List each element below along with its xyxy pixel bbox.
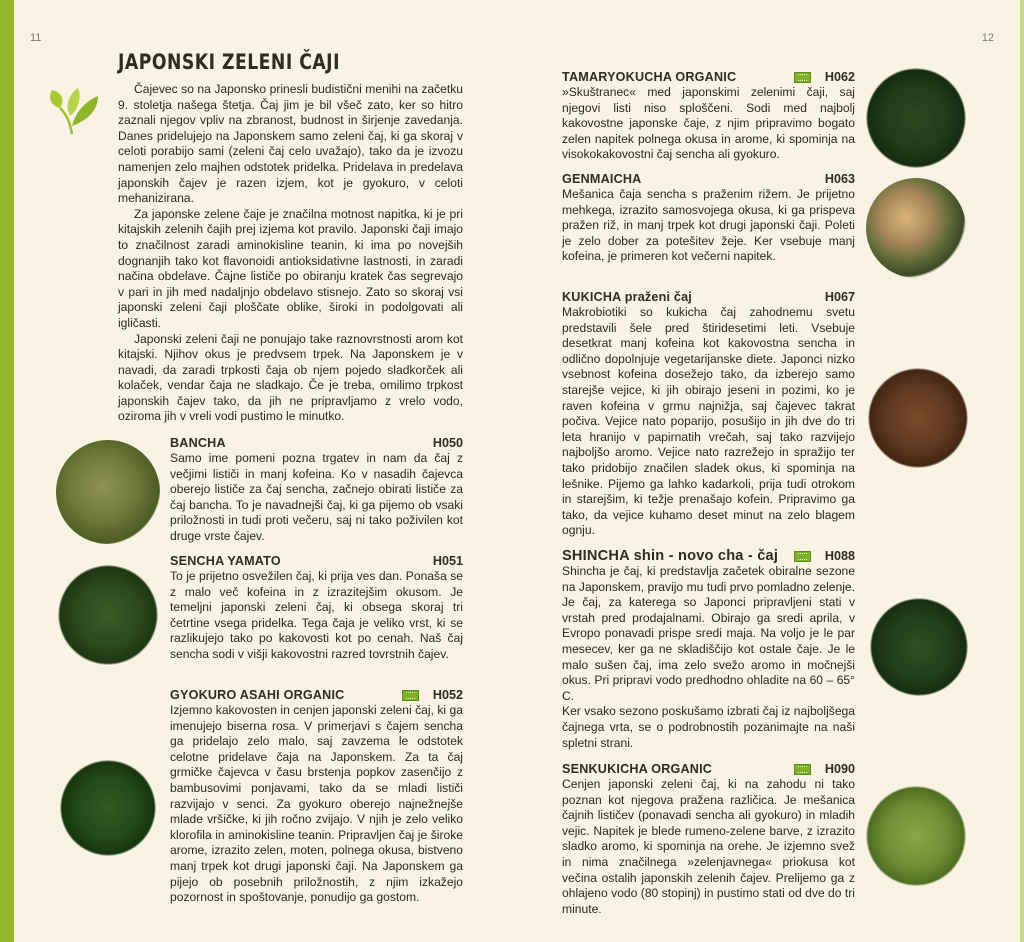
tea-entry-bancha bbox=[170, 435, 463, 545]
tea-name: GENMAICHA bbox=[562, 172, 642, 186]
tea-code: H051 bbox=[432, 554, 463, 568]
kukicha-tea-image bbox=[868, 368, 968, 468]
tea-name: SENCHA YAMATO bbox=[170, 554, 281, 568]
left-accent-bar bbox=[0, 0, 14, 942]
tea-description: Shincha je čaj, ki predstavlja začetek obiralne sezone na Japonskem, pravijo mu tudi prvo pomladno zelenje. Je čaj, za katerega so Japonci pripravljeni stati v vrstah pred prodajalnami. Obirajo ga sredi aprila, v Evropo ponavadi prispe sredi maja. Na voljo je le par mesecev, ker ga ne skladiščijo kot ostale čaje. Je le malo sušen čaj, ima zelo svežo aromo in močnejši okus. Pri pripravi vodo predhodno ohladite na 60 – 65° C. bbox=[562, 564, 855, 703]
page-number-right: 12 bbox=[981, 32, 994, 44]
tea-description: »Skuštranec« med japonskimi zelenimi čaji, saj njegovi listi niso sploščeni. Sodi med najbolj kakovostne japonske čaje, z njim pripravimo bogato zelen napitek polnega okusa in arome, ki spominja na visokokakovostni čaj sencha ali gyokuro. bbox=[562, 85, 855, 162]
tea-code: H088 bbox=[824, 549, 855, 563]
tea-entry-kukicha bbox=[562, 289, 855, 539]
tea-name: SHINCHA shin - novo cha - čaj bbox=[562, 548, 779, 564]
tea-entry-shincha bbox=[562, 548, 855, 751]
tea-code: H067 bbox=[824, 290, 855, 304]
right-accent-bar bbox=[1020, 0, 1024, 942]
intro-paragraph: Čajevec so na Japonsko prinesli budistični menihi na začetku 9. stoletja našega štetja. Čaj jim je bil všeč zato, ker so hitro zaznali njegov vpliv na zbranost, budnost in širjenje zavedanja. Danes pridelujejo na Japonskem samo zeleni čaj, ki ga skoraj v celoti porabijo sami (zeleni čaj celo uvažajo), tako da je izvozu namenjen zelo majhen odstotek pridelka. Pridelava in predelava japonskih čajev je razen izjem, kot je gyokuro, v celoti mehanizirana. bbox=[118, 82, 463, 206]
tea-name: SENKUKICHA ORGANIC bbox=[562, 762, 713, 776]
intro-text bbox=[118, 82, 463, 425]
tea-entry-sencha-yamato bbox=[170, 553, 463, 663]
tea-description: Cenjen japonski zeleni čaj, ki na zahodu ni tako poznan kot njegova pražena različica. Je mešanica čajnih lističev (ponavadi sencha ali gyokuro) in mladih vejic. Napitek je blede rumeno-zelene barve, z izrazito sladko aromo, ki spominja na orehe. Je izjemno svež in nima značilnega »zelenjavnega« priokusa kot večina ostalih japonskih zelenih čajev. Prelijemo ga z ohlajeno vodo (80 stopinj) in pustimo stati od dve do tri minute. bbox=[562, 777, 855, 916]
eu-organic-leaf-icon bbox=[794, 764, 811, 775]
tea-description-note: Ker vsako sezono poskušamo izbrati čaj iz najboljšega čajnega vrta, se o podrobnostih pozanimajte na naši spletni strani. bbox=[562, 704, 855, 750]
eu-organic-leaf-icon bbox=[794, 72, 811, 83]
tea-description: Samo ime pomeni pozna trgatev in nam da čaj z večjimi lističi in manj kofeina. Ko v nasadih čajevca oberejo lističe za čaj sencha, začnejo obirati lističe za čaj bancha. To je navadnejši čaj, ki ga pijemo ob vsaki priložnosti in tudi proti večeru, saj ni tako poživilen kot druge vrste čajev. bbox=[170, 451, 463, 543]
tea-name: TAMARYOKUCHA ORGANIC bbox=[562, 70, 737, 84]
tea-code: H062 bbox=[824, 70, 855, 84]
eu-organic-leaf-icon bbox=[794, 551, 811, 562]
tea-description: Izjemno kakovosten in cenjen japonski zeleni čaj, ki ga imenujejo biserna rosa. V primerjavi s čajem sencha ga pridelajo zelo malo, saj zavzema le odstotek celotne pridelave čaja na Japonskem. Za ta čaj grmičke čajevca v času brstenja popkov zasenčijo z bambusovimi ponjavami, tako da se mladi lističi razvijajo v senci. Za gyokuro oberejo najnežnejše mlade vršičke, ki jih ročno zvijajo. V njih je zelo veliko klorofila in aminokisline teanin. Pripravljen čaj je široke arome, izrazito zelen, moten, polnega okusa, bistveno manj trpek kot drugi japonski čaji. Na Japonskem ga pijejo ob posebnih priložnostih, z njim izkažejo pozornost in spoštovanje, ponudijo ga gostom. bbox=[170, 703, 463, 905]
tea-name: KUKICHA praženi čaj bbox=[562, 290, 692, 304]
intro-paragraph: Japonski zeleni čaji ne ponujajo take raznovrstnosti arom kot kitajski. Njihov okus je predvsem trpek. Na Japonskem je v navadi, da zaradi trpkosti čaja ob njem pojedo sladkorček ali kolaček, vendar čaja ne sladkajo. Če je treba, omilimo trpkost japonskih čajev tako, da jih ne pripravljamo z vrelo vodo, oziroma jih v vreli vodi pustimo le minutko. bbox=[118, 331, 463, 424]
tea-entry-genmaicha bbox=[562, 171, 855, 265]
shincha-tea-image bbox=[870, 598, 968, 696]
tea-description: Mešanica čaja sencha s praženim rižem. Je prijetno mehkega, izrazito samosvojega okusa, ki ga prispeva pražen riž, in manj trpek kot drugi japonski čaji. Poleti je zelo dober za potešitev žeje. Ker vsebuje manj kofeina, je primeren kot večerni napitek. bbox=[562, 187, 855, 264]
intro-paragraph: Za japonske zelene čaje je značilna motnost napitka, ki je pri kitajskih zelenih čajih prej izjema kot pravilo. Japonski čaji imajo to značilnost zaradi aminokisline teanin, ki ima po novejših dognanjih tako kot flavonoidi antioksidativne lastnosti, in zaradi načina obdelave. Čajne lističe po obiranju kratek čas segrevajo v pari in jih med nadaljnjo obdelavo stisnejo. Zato so skoraj vsi japonski zeleni čaji ploščate oblike, široki in podolgovati ali igličasti. bbox=[118, 206, 463, 330]
tea-leaf-icon bbox=[48, 86, 100, 136]
tea-code: H063 bbox=[824, 172, 855, 186]
tea-code: H050 bbox=[432, 436, 463, 450]
tea-entry-senkukicha bbox=[562, 761, 855, 917]
tea-description: To je prijetno osvežilen čaj, ki prija ves dan. Ponaša se z malo več kofeina in z izrazitejšim okusom. Je temeljni japonski zeleni čaj, ki obsega skoraj tri četrtine vsega pridelka. Tega čaja je veliko vrst, ki se razlikujejo tako po kakovosti kot po cenah. Naš čaj sencha sodi v višji kakovostni razred tovrstnih čajev. bbox=[170, 569, 463, 661]
sencha-yamato-tea-image bbox=[58, 565, 158, 665]
genmaicha-tea-image bbox=[866, 178, 966, 278]
tea-name: BANCHA bbox=[170, 436, 226, 450]
gyokuro-tea-image bbox=[60, 760, 156, 856]
tea-entry-gyokuro bbox=[170, 687, 463, 906]
tea-description: Makrobiotiki so kukicha čaj zahodnemu svetu predstavili šele pred štiridesetimi leti. Vsebuje desetkrat manj kofeina kot kakovostna sencha in odlično dopolnjuje vegetarijanske diete. Japonci nizko vsebnost kofeina dosežejo tako, da izberejo samo starejše vejice, ki jih obirajo jeseni in pozimi, ko je raven kofeina v grmu najnižja, saj čajevec takrat počiva. Vejice nato poparijo, posušijo in jih dve do tri leta hranijo v papirnatih vrečah, saj tako razvijejo najboljšo aromo. Vejice nato razrežejo in spražijo ter tako pridobijo značilen sladek okus, ki spominja na lešnike. Pijemo ga lahko kadarkoli, prija tudi otrokom in starejšim, ki težje prenašajo kofein. Pripravimo ga tako, da vejice kuhamo deset minut na zelo blagem ognju. bbox=[562, 305, 855, 538]
tea-code: H052 bbox=[432, 688, 463, 702]
page-title: JAPONSKI ZELENI ČAJI bbox=[118, 50, 340, 74]
bancha-tea-image bbox=[56, 440, 160, 544]
tea-entry-tamaryokucha bbox=[562, 69, 855, 163]
tamaryokucha-tea-image bbox=[866, 68, 966, 168]
eu-organic-leaf-icon bbox=[402, 690, 419, 701]
tea-name: GYOKURO ASAHI ORGANIC bbox=[170, 688, 345, 702]
page-number-left: 11 bbox=[30, 32, 42, 44]
senkukicha-tea-image bbox=[866, 786, 966, 886]
tea-code: H090 bbox=[824, 762, 855, 776]
